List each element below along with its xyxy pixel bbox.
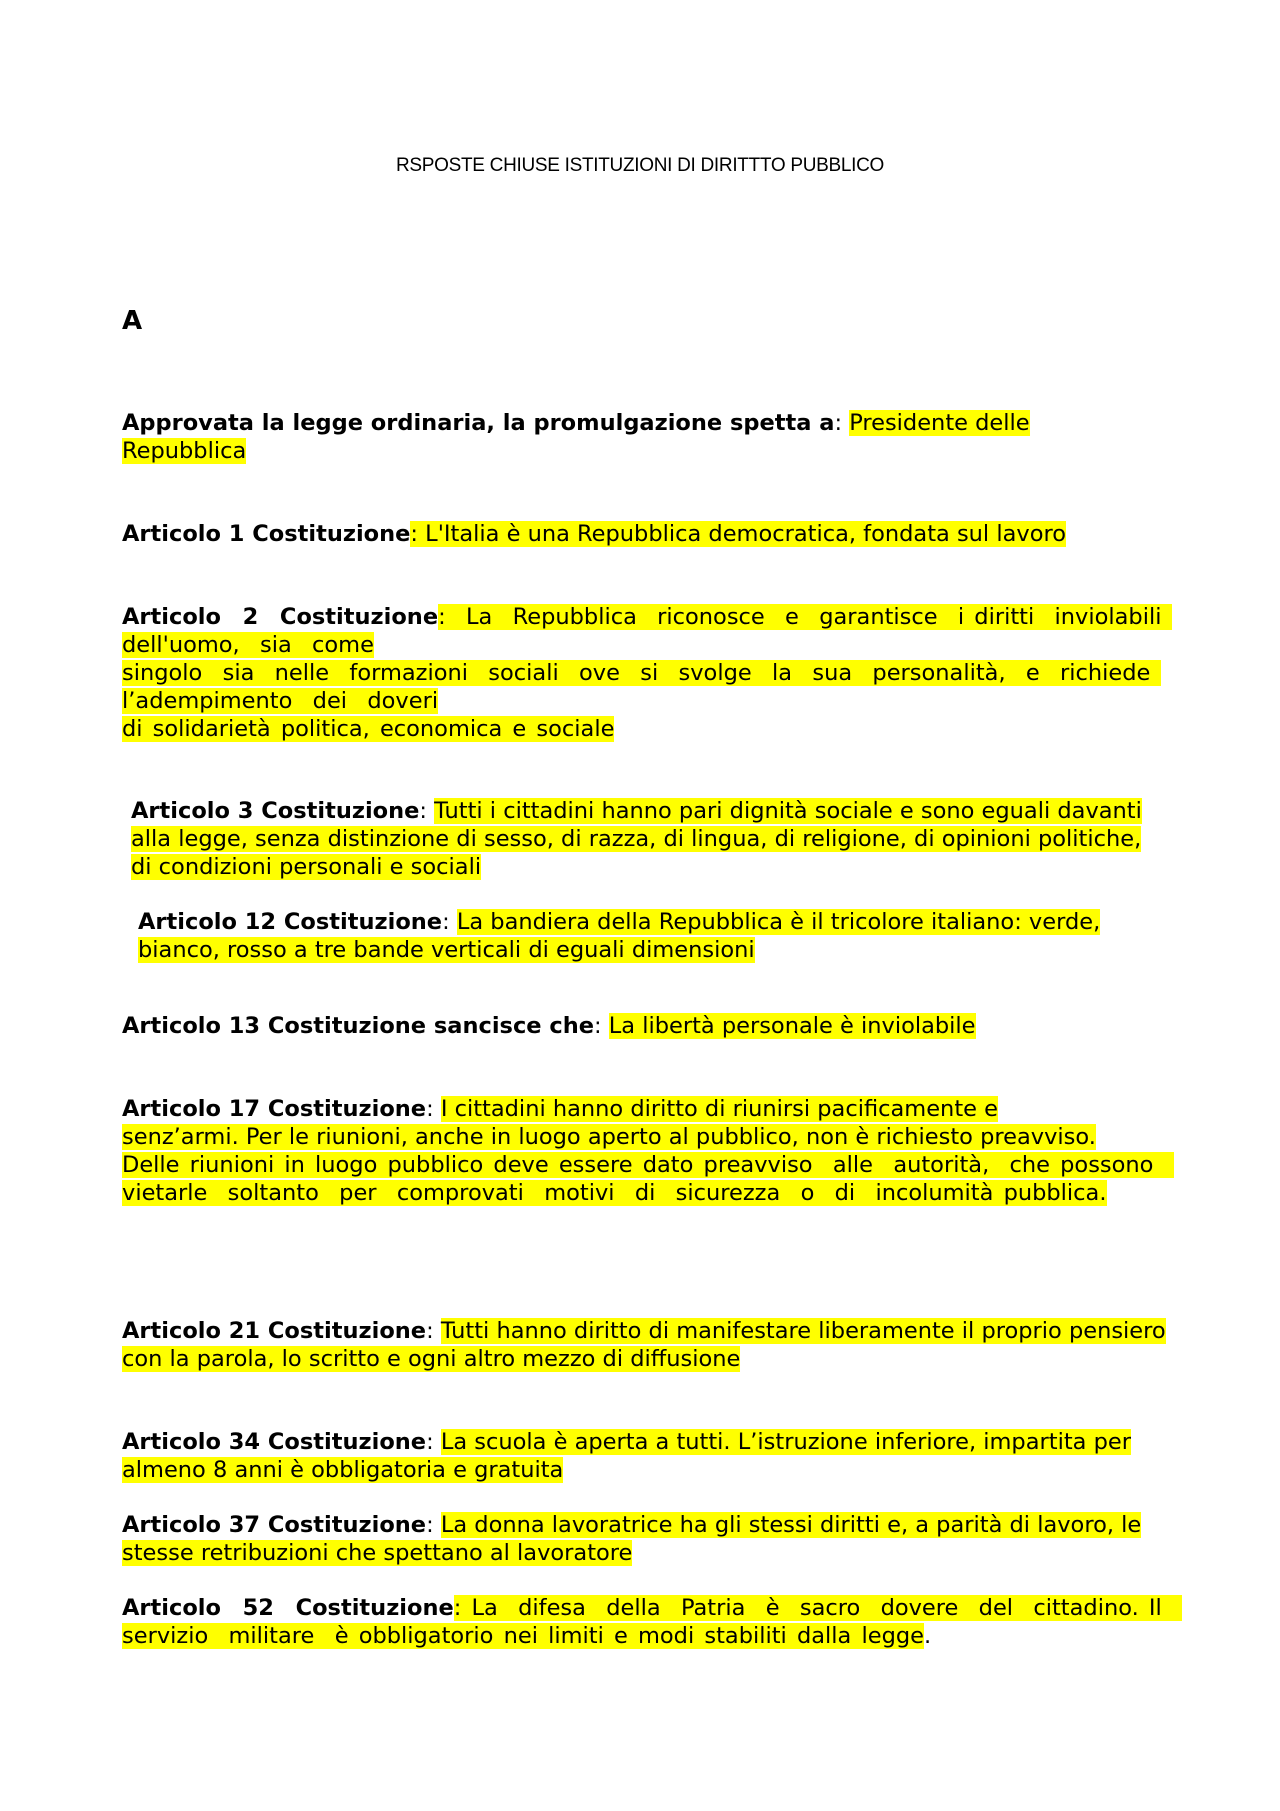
qa-entry-articolo-21 [122, 1317, 1167, 1373]
entry-question: Articolo 2 Costituzione [122, 604, 439, 630]
entry-answer: La bandiera della Repubblica è il tricolore italiano: verde, bianco, rosso a tre bande verticali di eguali dimensioni [138, 909, 1101, 963]
qa-entry-articolo-52 [122, 1594, 1183, 1650]
section-letter: A [122, 306, 143, 336]
entry-question: Articolo 3 Costituzione [131, 798, 420, 824]
entry-answer: Presidente delle [849, 410, 1030, 436]
document-title: RSPOSTE CHIUSE ISTITUZIONI DI DIRITTTO PUBBLICO [395, 155, 885, 176]
entry-separator: : [834, 410, 850, 436]
qa-entry-articolo-3 [122, 797, 1167, 881]
entry-answer: Tutti hanno diritto di manifestare liberamente il proprio pensiero con la parola, lo scritto e ogni altro mezzo di diffusione [122, 1318, 1166, 1372]
entry-question: Articolo 12 Costituzione [138, 909, 443, 935]
entry-question: Articolo 21 Costituzione [122, 1318, 427, 1344]
entry-separator: : [426, 1429, 441, 1455]
entry-question: Approvata la legge ordinaria, la promulgazione spetta a [122, 410, 835, 436]
qa-entry-promulgazione [122, 409, 1167, 465]
entry-answer: senz’armi. Per le riunioni, anche in luogo aperto al pubblico, non è richiesto preavviso. [122, 1124, 1096, 1150]
entry-question: Articolo 1 Costituzione [122, 521, 411, 547]
entry-answer: di solidarietà politica, economica e sociale [122, 716, 615, 742]
entry-separator: : [426, 1318, 441, 1344]
entry-answer: La libertà personale è inviolabile [608, 1013, 976, 1039]
entry-separator: : [442, 909, 457, 935]
entry-answer: singolo sia nelle formazioni sociali ove si svolge la sua personalità, e richiede l’adempimento dei doveri [122, 660, 1161, 714]
qa-entry-articolo-1 [122, 520, 1167, 548]
entry-answer: La donna lavoratrice ha gli stessi diritti e, a parità di lavoro, le stesse retribuzioni che spettano al lavoratore [122, 1512, 1142, 1566]
qa-entry-articolo-37 [122, 1511, 1167, 1567]
entry-question: Articolo 34 Costituzione [122, 1429, 427, 1455]
qa-entry-articolo-12 [122, 908, 1167, 964]
entry-question: Articolo 13 Costituzione sancisce che [122, 1013, 594, 1039]
qa-entry-articolo-13 [122, 1012, 1167, 1040]
entry-answer: La difesa della Patria è sacro dovere del cittadino. Il servizio militare è obbligatorio nei limiti e modi stabiliti dalla legge [122, 1595, 1183, 1649]
entry-answer: La scuola è aperta a tutti. L’istruzione inferiore, impartita per almeno 8 anni è obbligatoria e gratuita [122, 1429, 1131, 1483]
entry-separator: : [453, 1595, 462, 1621]
entry-answer: Delle riunioni in luogo pubblico deve essere dato preavviso alle autorità, che possono vietarle soltanto per comprovati motivi di sicurezza o di incolumità pubblica. [122, 1152, 1174, 1206]
entry-answer: La Repubblica riconosce e garantisce i diritti inviolabili dell'uomo, sia come [122, 604, 1172, 658]
entry-question: Articolo 17 Costituzione [122, 1096, 427, 1122]
qa-entry-articolo-2 [122, 603, 1172, 743]
entry-separator: : [438, 604, 446, 630]
entry-answer: L'Italia è una Repubblica democratica, fondata sul lavoro [418, 521, 1066, 547]
qa-entry-articolo-17 [122, 1095, 1174, 1207]
entry-separator: : [426, 1512, 441, 1538]
entry-question: Articolo 52 Costituzione [122, 1595, 454, 1621]
entry-answer: I cittadini hanno diritto di riunirsi pacificamente e [440, 1096, 998, 1122]
entry-separator: : [410, 521, 419, 547]
entry-answer: Tutti i cittadini hanno pari dignità sociale e sono eguali davanti alla legge, senza distinzione di sesso, di razza, di lingua, di religione, di opinioni politiche, di condizioni personali e sociali [131, 798, 1142, 880]
entry-question: Articolo 37 Costituzione [122, 1512, 427, 1538]
qa-entry-articolo-34 [122, 1428, 1167, 1484]
entry-separator: : [419, 798, 435, 824]
entry-separator: : [593, 1013, 609, 1039]
entry-separator: : [426, 1096, 441, 1122]
entry-trailing: . [923, 1623, 932, 1649]
entry-answer: Repubblica [122, 438, 247, 464]
